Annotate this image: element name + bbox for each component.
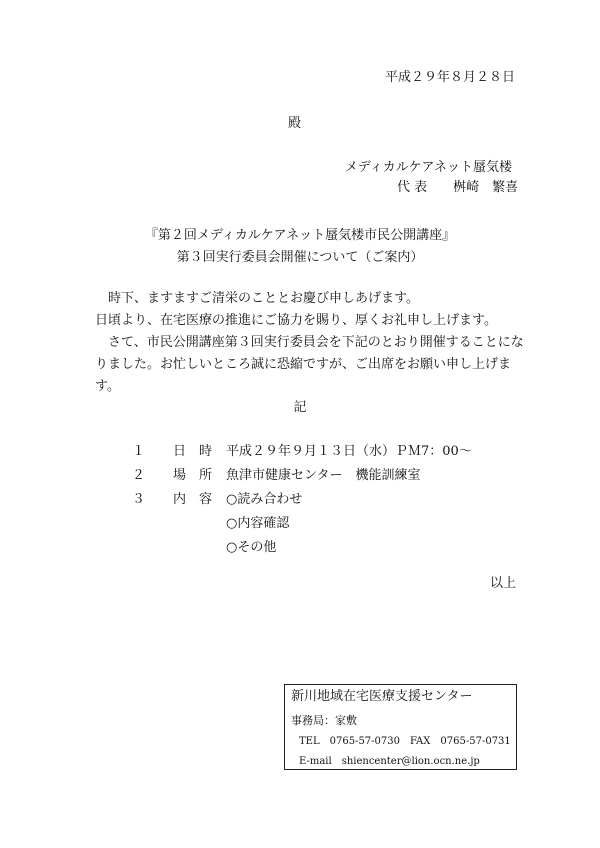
addressee: 殿 [288, 116, 302, 131]
body-paragraph-notice: さて、市民公開講座第３回実行委員会を下記のとおり開催することになりました。お忙しいところ誠に恐縮ですが、ご出席をお願い申し上げます。 [95, 335, 524, 394]
sender-role: 代 表 [397, 180, 428, 195]
item-value: ○その他 [226, 540, 277, 555]
item-number: ３ [132, 492, 146, 507]
body-text [95, 288, 525, 398]
item-value: 魚津市健康センター 機能訓練室 [226, 468, 421, 483]
closing-mark: 以上 [489, 576, 516, 591]
sender-name: 桝崎 繁喜 [453, 180, 519, 195]
item-label: 場 所 [173, 468, 213, 483]
title-line-1: 『第２回メディカルケアネット蜃気楼市民公開講座』 [144, 228, 456, 243]
ki-heading: 記 [293, 400, 307, 415]
contact-box [284, 684, 517, 770]
contact-org: 新川地域在宅医療支援センター [291, 689, 473, 704]
item-number: １ [132, 444, 146, 459]
sender-org: メディカルケアネット蜃気楼 [344, 160, 512, 175]
contact-phone-fax: TEL 0765-57-0730 FAX 0765-57-0731 [299, 736, 511, 747]
body-paragraph-thanks: 日頃より、在宅医療の推進にご協力を賜り、厚くお礼申し上げます。 [95, 313, 497, 328]
body-paragraph-greeting: 時下、ますますご清栄のこととお慶び申しあげます。 [108, 291, 419, 306]
sender-representative [397, 176, 518, 195]
item-value: ○内容確認 [226, 516, 290, 531]
title-line-2: 第３回実行委員会開催について（ご案内） [176, 250, 424, 265]
contact-email: E-mail shiencenter@lion.ocn.ne.jp [299, 756, 480, 767]
contact-staff: 事務局：家敷 [291, 714, 357, 727]
item-label: 内 容 [173, 492, 213, 507]
item-label: 日 時 [173, 444, 213, 459]
document-date: 平成２９年８月２８日 [384, 70, 515, 85]
item-value: 平成２９年９月１３日（水）ＰＭ7：00～ [226, 444, 472, 459]
item-value: ○読み合わせ [226, 492, 303, 507]
item-number: ２ [132, 468, 146, 483]
